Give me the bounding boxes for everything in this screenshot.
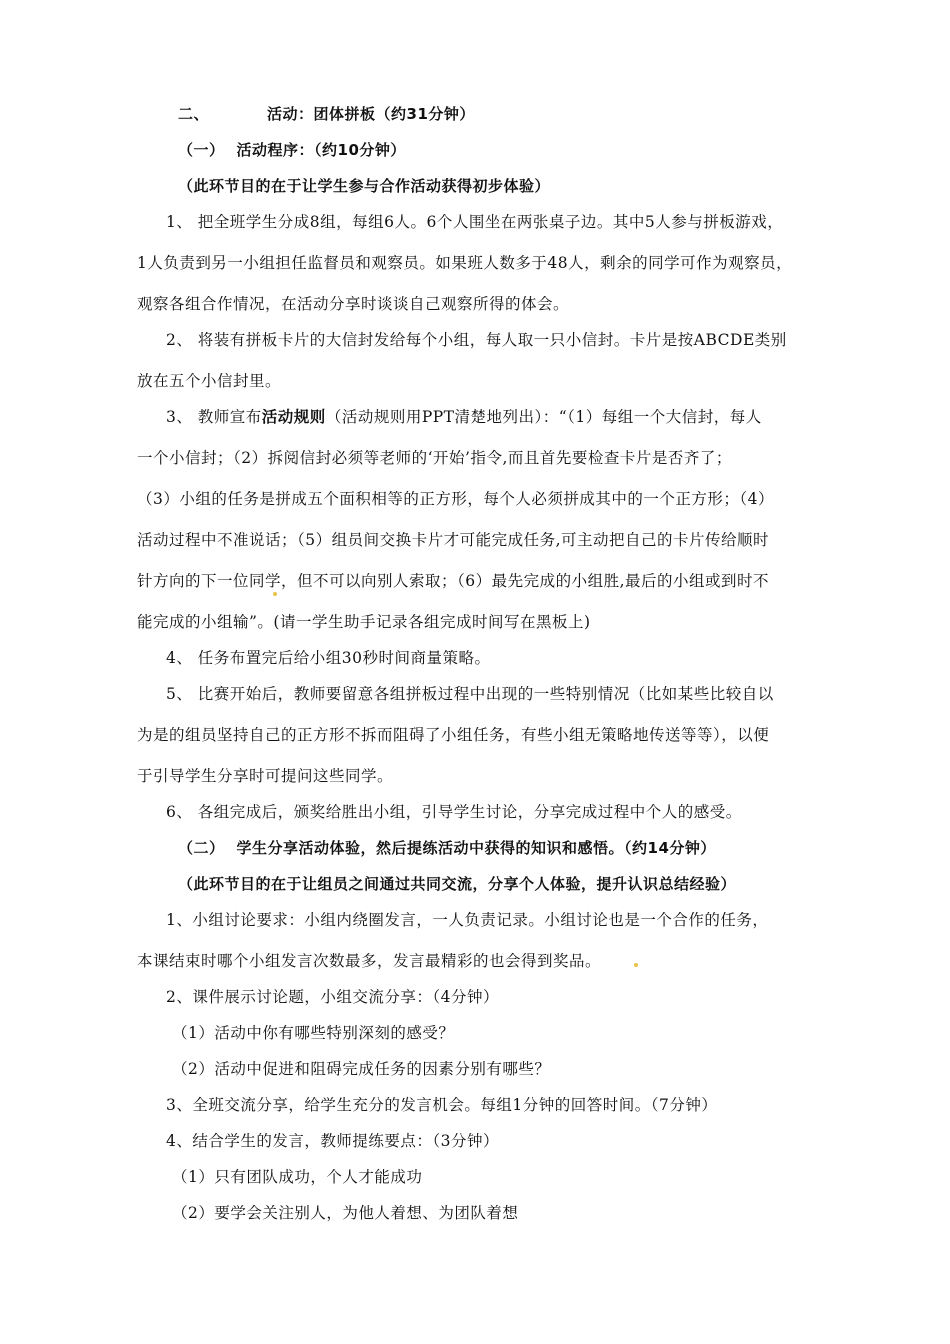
section2-title: 学生分享活动体验，然后提练活动中获得的知识和感悟。（约14分钟）	[236, 839, 716, 857]
scan-mark-dot	[634, 963, 638, 967]
section1-title: 活动程序：（约10分钟）	[236, 141, 406, 159]
item5-line3: 于引导学生分享时可提问这些同学。	[137, 767, 394, 785]
s2-item2-sub1: （1）活动中你有哪些特别深刻的感受？	[172, 1024, 455, 1042]
item3-line4: 活动过程中不准说话；（5）组员间交换卡片才可能完成任务,可主动把自己的卡片传给顺时	[137, 531, 770, 549]
item3-prefix: 3、 教师宣布	[166, 408, 262, 426]
item3-line2: 一个小信封；（2）拆阅信封必须等老师的‘开始’指令,而且首先要检查卡片是否齐了；	[137, 449, 732, 467]
s2-item1-line1: 1、小组讨论要求：小组内绕圈发言，一人负责记录。小组讨论也是一个合作的任务，	[166, 911, 769, 929]
item2-line2: 放在五个小信封里。	[137, 372, 282, 390]
s2-item4-sub1: （1）只有团队成功，个人才能成功	[172, 1168, 423, 1186]
s2-item2-sub2: （2）活动中促进和阻碍完成任务的因素分别有哪些？	[172, 1060, 551, 1078]
item1-line3: 观察各组合作情况，在活动分享时谈谈自己观察所得的体会。	[137, 295, 570, 313]
s2-item4-line1: 4、结合学生的发言，教师提练要点：（3分钟）	[166, 1132, 499, 1150]
item5-line1: 5、 比赛开始后，教师要留意各组拼板过程中出现的一些特别情况（比如某些比较自以	[166, 685, 774, 703]
s2-item2-line1: 2、课件展示讨论题，小组交流分享：（4分钟）	[166, 988, 499, 1006]
item6-line1: 6、 各组完成后，颁奖给胜出小组，引导学生讨论，分享完成过程中个人的感受。	[166, 803, 742, 821]
item1-line1: 1、 把全班学生分成8组，每组6人。6个人围坐在两张桌子边。其中5人参与拼板游戏，	[166, 213, 784, 231]
section2-heading	[178, 838, 716, 858]
item1-line2: 1人负责到另一小组担任监督员和观察员。如果班人数多于48人，剩余的同学可作为观察员，	[137, 254, 793, 272]
heading-number: 二、	[178, 105, 210, 123]
item3-line6: 能完成的小组输”。(请一学生助手记录各组完成时间写在黑板上)	[137, 613, 591, 631]
heading-title: 活动：团体拼板（约31分钟）	[267, 105, 475, 123]
section1-note: （此环节目的在于让学生参与合作活动获得初步体验）	[178, 177, 551, 195]
item3-line5: 针方向的下一位同学，但不可以向别人索取；（6）最先完成的小组胜,最后的小组或到时不	[137, 572, 770, 590]
section1-heading	[178, 140, 406, 160]
item3-line3: （3）小组的任务是拼成五个面积相等的正方形，每个人必须拼成其中的一个正方形；（4）	[137, 490, 774, 508]
item3-line1	[166, 407, 762, 427]
s2-item4-sub2: （2）要学会关注别人，为他人着想、为团队着想	[172, 1204, 519, 1222]
item3-bold-rules: 活动规则	[261, 408, 326, 426]
section2-note: （此环节目的在于让组员之间通过共同交流，分享个人体验，提升认识总结经验）	[178, 875, 737, 893]
scan-mark-dot	[273, 592, 277, 596]
item3-suffix: （活动规则用PPT清楚地列出）：“（1）每组一个大信封，每人	[325, 408, 762, 426]
main-heading	[178, 104, 475, 124]
section2-number: （二）	[178, 839, 225, 857]
item5-line2: 为是的组员坚持自己的正方形不拆而阻碍了小组任务，有些小组无策略地传送等等），以便	[137, 726, 770, 744]
section1-number: （一）	[178, 141, 225, 159]
s2-item1-line2: 本课结束时哪个小组发言次数最多，发言最精彩的也会得到奖品。	[137, 952, 602, 970]
item4-line1: 4、 任务布置完后给小组30秒时间商量策略。	[166, 649, 491, 667]
s2-item3-line1: 3、全班交流分享，给学生充分的发言机会。每组1分钟的回答时间。（7分钟）	[166, 1096, 718, 1114]
item2-line1: 2、 将装有拼板卡片的大信封发给每个小组，每人取一只小信封。卡片是按ABCDE类别	[166, 331, 787, 349]
